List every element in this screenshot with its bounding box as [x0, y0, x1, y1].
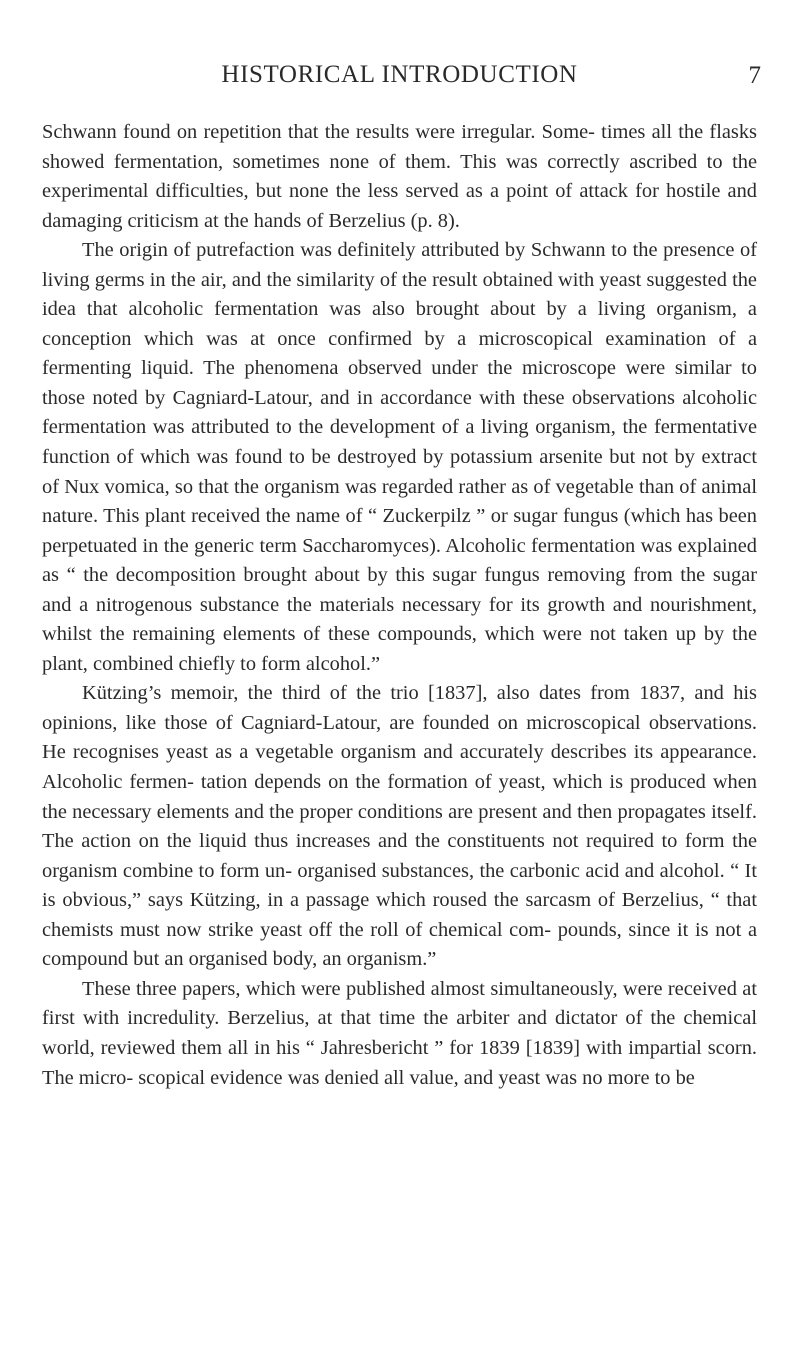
- paragraph-1: Schwann found on repetition that the results were irregular. Some- times all the flasks showed fermentation, sometimes none of them. This was correctly ascribed to the experimental difficulties, but none the less served as a point of attack for hostile and damaging criticism at the hands of Berzelius (p. 8).: [42, 121, 757, 232]
- page-number: 7: [748, 62, 761, 89]
- body-text: [42, 118, 757, 1093]
- running-title: HISTORICAL INTRODUCTION: [221, 61, 578, 88]
- paragraph-2: The origin of putrefaction was definitely attributed by Schwann to the presence of living germs in the air, and the similarity of the result obtained with yeast suggested the idea that alcoholic fermentation was also brought about by a living organism, a conception which was at once confirmed by a microscopical examination of a fermenting liquid. The phenomena observed under the microscope were similar to those noted by Cagniard-Latour, and in accordance with these observations alcoholic fermentation was attributed to the development of a living organism, the fermentative function of which was found to be destroyed by potassium arsenite but not by extract of Nux vomica, so that the organism was regarded rather as of vegetable than of animal nature. This plant received the name of “ Zuckerpilz ” or sugar fungus (which has been perpetuated in the generic term Saccharomyces). Alcoholic fermentation was explained as “ the decomposition brought about by this sugar fungus removing from the sugar and a nitrogenous substance the materials necessary for its growth and nourishment, whilst the remaining elements of these compounds, which were not taken up by the plant, combined chiefly to form alcohol.”: [42, 239, 757, 675]
- running-head: [42, 58, 761, 98]
- paragraph-3: Kützing’s memoir, the third of the trio [1837], also dates from 1837, and his opinions, like those of Cagniard-Latour, are founded on microscopical observations. He recognises yeast as a vegetable organism and accurately describes its appearance. Alcoholic fermen- tation depends on the formation of yeast, which is produced when the necessary elements and the proper conditions are present and then propagates itself. The action on the liquid thus increases and the constituents not required to form the organism combine to form un- organised substances, the carbonic acid and alcohol. “ It is obvious,” says Kützing, in a passage which roused the sarcasm of Berzelius, “ that chemists must now strike yeast off the roll of chemical com- pounds, since it is not a compound but an organised body, an organism.”: [42, 682, 757, 971]
- paragraph-4: These three papers, which were published almost simultaneously, were received at first with incredulity. Berzelius, at that time the arbiter and dictator of the chemical world, reviewed them all in his “ Jahresbericht ” for 1839 [1839] with impartial scorn. The micro- scopical evidence was denied all value, and yeast was no more to be: [42, 977, 757, 1089]
